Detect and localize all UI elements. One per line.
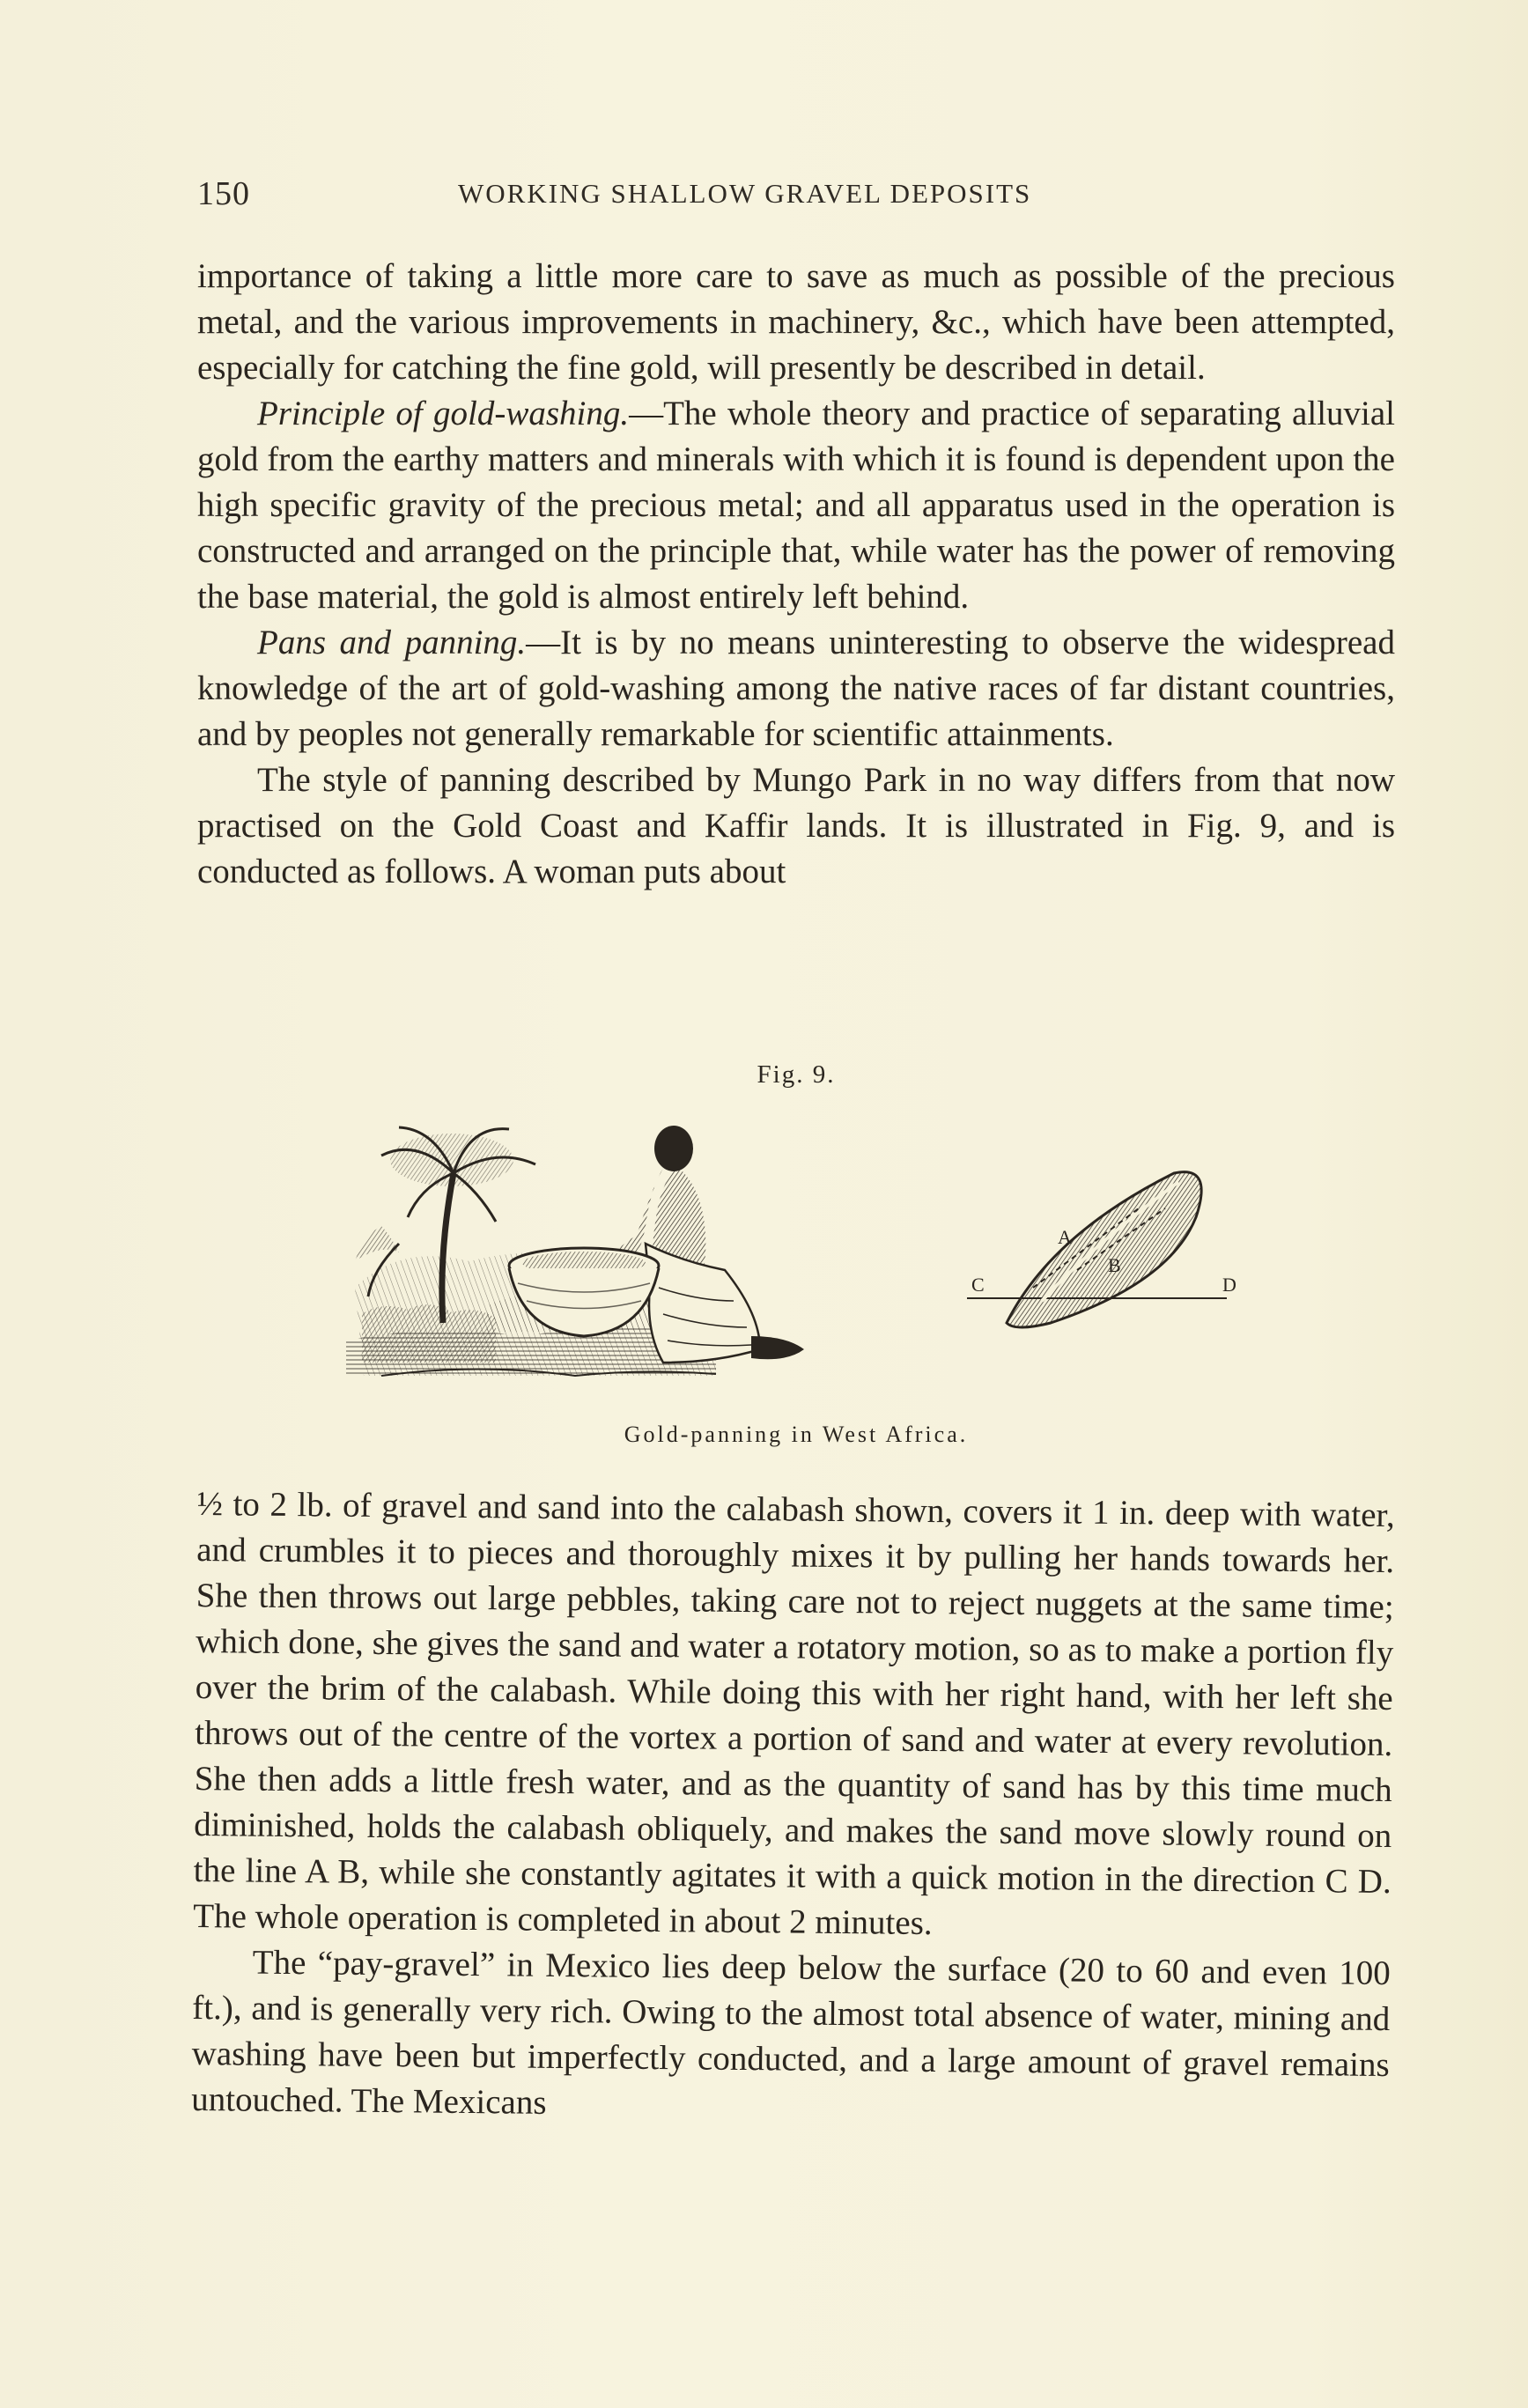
diagram-label-c: C — [971, 1274, 985, 1296]
figure-caption: Gold-panning in West Africa. — [624, 1422, 969, 1447]
figure-label: Fig. 9. — [757, 1060, 836, 1089]
diagram-label-d: D — [1222, 1274, 1236, 1296]
section-heading-principle: Principle of gold-washing. — [257, 395, 630, 432]
figure-illustration — [346, 1112, 1253, 1402]
paragraph-importance: importance of taking a little more care to save as much as possible of the precious metal, and the various improvements in machinery, &c., which have been attempted, especially for catching the fine gold, will presently be described in detail. — [197, 257, 1395, 387]
paragraph-pans-text: —It is by no means uninteresting to observe the widespread knowledge of the art of gold-washing among the native races of far distant countries, and by peoples not generally remarkable for scientific attainments. — [197, 624, 1395, 753]
gold-panning-engraving — [346, 1112, 1253, 1402]
body-text-bottom — [191, 1481, 1395, 2134]
paragraph-procedure: ½ to 2 lb. of gravel and sand into the calabash shown, covers it 1 in. deep with water, and crumbles it to pieces and thoroughly mixes it by pulling her hands towards her. She then throws out large pebbles, taking care not to reject nuggets at the same time; which done, she gives the sand and water a rotatory motion, so as to make a portion fly over the brim of the calabash. While doing this with her right hand, with her left she throws out of the centre of the vortex a portion of sand and water at every revolution. She then adds a little fresh water, and as the quantity of sand has by this time much diminished, holds the calabash obliquely, and makes the sand move slowly round on the line A B, while she constantly agitates it with a quick motion in the direction C D. The whole operation is completed in about 2 minutes. — [193, 1484, 1395, 1943]
paragraph-mexico: The “pay-gravel” in Mexico lies deep below the surface (20 to 60 and even 100 ft.), and is generally very rich. Owing to the almost total absence of water, mining and washing have been but imperfectly conducted, and a large amount of gravel remains untouched. The Mexicans — [191, 1943, 1391, 2122]
diagram-label-a: A — [1058, 1226, 1072, 1248]
page-header — [197, 174, 1395, 217]
page-number: 150 — [197, 175, 250, 212]
paragraph-principle — [197, 391, 1395, 620]
diagram-label-b: B — [1108, 1254, 1121, 1276]
section-heading-pans: Pans and panning. — [257, 624, 527, 661]
paragraph-principle-text: —The whole theory and practice of separating alluvial gold from the earthy matters and minerals with which it is found is dependent upon the high specific gravity of the precious metal; and all apparatus used in the operation is constructed and arranged on the principle that, while water has the power of removing the base material, the gold is almost entirely left behind. — [197, 395, 1396, 616]
calabash-diagram — [967, 1172, 1236, 1327]
paragraph-mungo-park: The style of panning described by Mungo Park in no way differs from that now practised on the Gold Coast and Kaffir lands. It is illustrated in Fig. 9, and is conducted as follows. A woman puts about — [197, 761, 1395, 890]
body-text-top — [197, 254, 1395, 895]
paragraph-pans — [197, 620, 1395, 757]
running-title: WORKING SHALLOW GRAVEL DEPOSITS — [458, 178, 1032, 209]
